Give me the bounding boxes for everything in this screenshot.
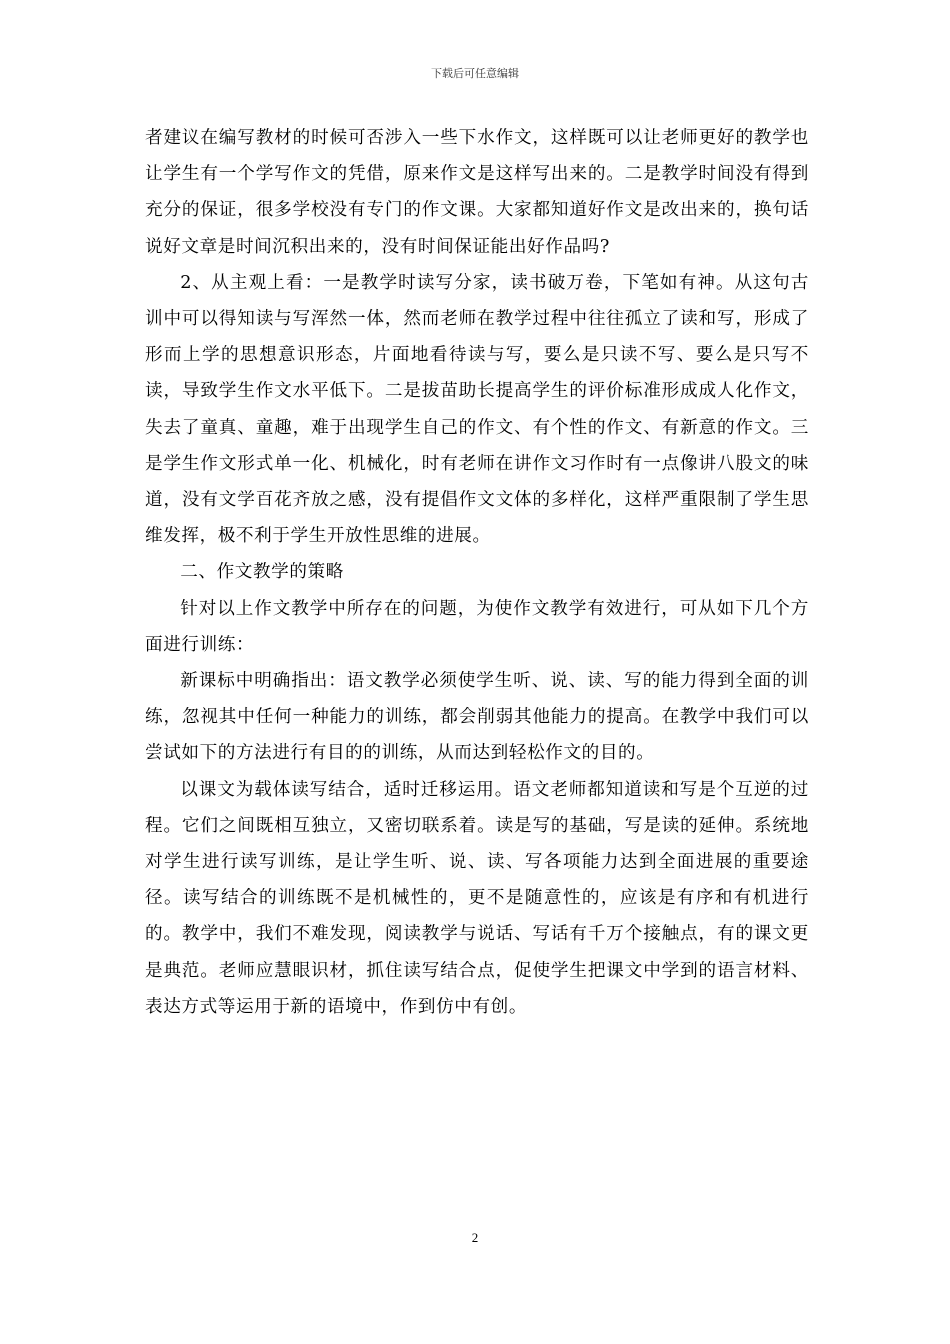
paragraph-curriculum-standard: 新课标中明确指出：语文教学必须使学生听、说、读、写的能力得到全面的训练，忽视其中任何一种能力的训练，都会削弱其他能力的提高。在教学中我们可以尝试如下的方法进行有目的的训练，从而达到轻松作文的目的。 <box>145 671 809 764</box>
paragraph-reading-writing: 以课文为载体读写结合，适时迁移运用。语文老师都知道读和写是个互逆的过程。它们之间既相互独立，又密切联系着。读是写的基础，写是读的延伸。系统地对学生进行读写训练，是让学生听、说、读、写各项能力达到全面进展的重要途径。读写结合的训练既不是机械性的，更不是随意性的，应该是有序和有机进行的。教学中，我们不难发现，阅读教学与说话、写话有千万个接触点，有的课文更是典范。老师应慧眼识材，抓住读写结合点，促使学生把课文中学到的语言材料、表达方式等运用于新的语境中，作到仿中有创。 <box>145 779 809 1017</box>
section-heading-strategy: 二、作文教学的策略 <box>180 562 344 583</box>
paragraph-strategy-intro: 针对以上作文教学中所存在的问题，为使作文教学有效进行，可从如下几个方面进行训练： <box>145 598 809 655</box>
page-header: 下载后可任意编辑 <box>431 67 519 80</box>
paragraph-subjective-view: 2、从主观上看：一是教学时读写分家，读书破万卷，下笔如有神。从这句古训中可以得知读与写浑然一体，然而老师在教学过程中往往孤立了读和写，形成了形而上学的思想意识形态，片面地看待读与写，要么是只读不写、要么是只写不读，导致学生作文水平低下。二是拔苗助长提高学生的评价标准形成成人化作文，失去了童真、童趣，难于出现学生自己的作文、有个性的作文、有新意的作文。三是学生作文形式单一化、机械化，时有老师在讲作文习作时有一点像讲八股文的味道，没有文学百花齐放之感，没有提倡作文文体的多样化，这样严重限制了学生思维发挥，极不利于学生开放性思维的进展。 <box>145 272 809 547</box>
page-number: 2 <box>471 1230 479 1245</box>
paragraph-continuation: 者建议在编写教材的时候可否涉入一些下水作文，这样既可以让老师更好的教学也让学生有一个学写作文的凭借，原来作文是这样写出来的。二是教学时间没有得到充分的保证，很多学校没有专门的作文课。大家都知道好作文是改出来的，换句话说好文章是时间沉积出来的，没有时间保证能出好作品吗? <box>145 128 809 257</box>
document-body <box>145 120 809 1025</box>
